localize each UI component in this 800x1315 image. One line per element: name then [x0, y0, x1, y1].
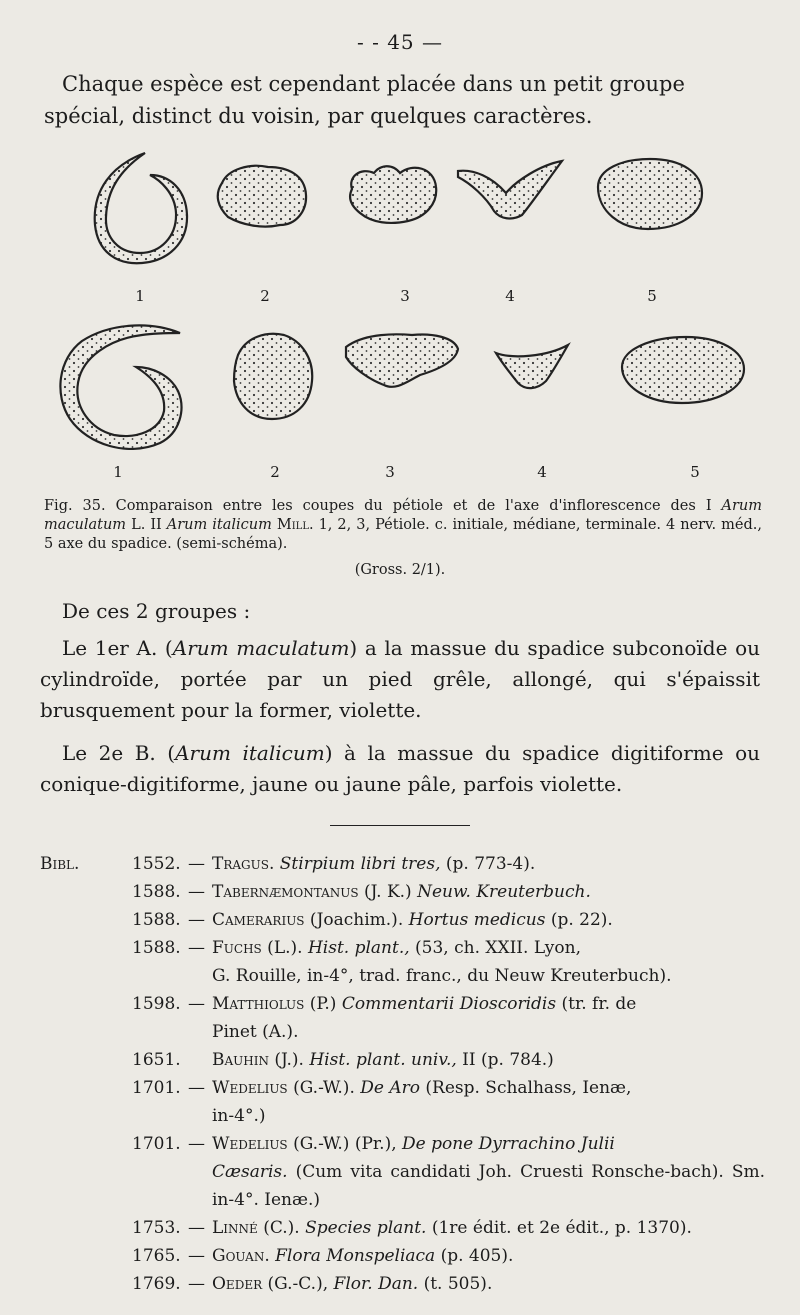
- bibliography-label: [40, 1130, 132, 1214]
- entry-work: Neuw. Kreuterbuch.: [417, 882, 591, 902]
- entry-work: Stirpium libri tres,: [279, 854, 441, 874]
- entry-author: Matthiolus: [212, 994, 305, 1014]
- entry-text: [212, 1074, 765, 1130]
- figure-label-row1-2: 2: [260, 287, 270, 305]
- bibliography-label: Bibl.: [40, 854, 80, 874]
- entry-rest: (53, ch. XXII. Lyon,: [409, 938, 582, 958]
- group-2-text: ) à la massue du spadice digitiforme ou conique-digitiforme, jaune ou jaune pâle, parfois violette.: [40, 741, 761, 796]
- caption-roman2: II: [150, 517, 162, 533]
- entry-dash: —: [188, 1274, 205, 1294]
- figure-label-row1-3: 3: [400, 287, 410, 305]
- figure-label-row2-2: 2: [270, 463, 280, 481]
- entry-dash: —: [188, 910, 205, 930]
- entry-year: 1769.: [132, 1274, 181, 1294]
- bibliography-label: [40, 1046, 132, 1074]
- entry-author: Linné: [212, 1218, 258, 1238]
- section-1-row1: [95, 153, 187, 263]
- group-2-paragraph: [40, 738, 760, 800]
- entry-text: [212, 850, 765, 878]
- entry-work-continued: Cæsaris.: [212, 1162, 288, 1182]
- section-4-row2: [496, 345, 568, 388]
- entry-author-detail: (C.).: [257, 1218, 306, 1238]
- entry-work: Flor. Dan.: [333, 1274, 419, 1294]
- bibliography: [40, 850, 765, 1298]
- group-2-prefix: Le 2e B. (: [62, 741, 176, 765]
- caption-line1: Comparaison entre les coupes du pétiole et de l'axe d'inflorescence des: [115, 498, 696, 514]
- entry-dash: —: [188, 882, 205, 902]
- entry-continuation: [212, 962, 765, 990]
- section-4-row1: [458, 161, 562, 218]
- entry-dash: —: [188, 1246, 205, 1266]
- entry-continuation-text: Pinet (A.).: [212, 1022, 299, 1042]
- entry-author: Fuchs: [212, 938, 262, 958]
- figure-label-row1-4: 4: [505, 287, 515, 305]
- entry-author: Tabernæmontanus: [212, 882, 359, 902]
- entry-dash: —: [188, 1134, 205, 1154]
- entry-author-detail: (G.-W.) (Pr.),: [287, 1134, 403, 1154]
- figure-label-row1-5: 5: [647, 287, 657, 305]
- intro-paragraph: Chaque espèce est cependant placée dans un petit groupe spécial, distinct du voisin, par quelques caractères.: [44, 72, 685, 128]
- entry-rest: (p. 22).: [545, 910, 613, 930]
- entry-work: Flora Monspeliaca: [275, 1246, 436, 1266]
- caption-rest: 1, 2, 3, Pétiole. c. initiale, médiane, terminale. 4 nerv. méd., 5 axe du spadice. (semi-schéma).: [44, 517, 762, 552]
- entry-work: De Aro: [360, 1078, 420, 1098]
- entry-rest: (1re édit. et 2e édit., p. 1370).: [426, 1218, 692, 1238]
- entry-rest: (t. 505).: [418, 1274, 493, 1294]
- bibliography-label: [40, 1270, 132, 1298]
- entry-author-detail: (P.): [304, 994, 342, 1014]
- entry-text: [212, 1214, 765, 1242]
- figure-label-row2-4: 4: [537, 463, 547, 481]
- entry-work: Species plant.: [305, 1218, 427, 1238]
- entry-dash: —: [188, 938, 205, 958]
- entry-year: 1651.: [132, 1050, 181, 1070]
- entry-work: Hist. plant.,: [307, 938, 410, 958]
- entry-text: [212, 990, 765, 1046]
- entry-author: Wedelius: [212, 1134, 288, 1154]
- entry-year: 1765.: [132, 1246, 181, 1266]
- bibliography-label: [40, 934, 132, 990]
- caption-scale: (Gross. 2/1).: [354, 562, 446, 578]
- bibliography-label: [40, 1214, 132, 1242]
- entry-text: [212, 934, 765, 990]
- entry-text: [212, 1270, 765, 1298]
- entry-continuation: [212, 1018, 765, 1046]
- entry-text: [212, 1046, 765, 1074]
- bibliography-entry: [40, 878, 765, 906]
- entry-text: [212, 1242, 765, 1270]
- entry-author-detail: (J.).: [268, 1050, 310, 1070]
- entry-author-detail: (Joachim.).: [304, 910, 409, 930]
- bibliography-label: [40, 878, 132, 906]
- entry-author: Camerarius: [212, 910, 305, 930]
- bibliography-entry: [40, 990, 765, 1046]
- entry-continuation-text: G. Rouille, in-4°, trad. franc., du Neuw Kreuterbuch).: [212, 966, 672, 986]
- entry-author: Gouan.: [212, 1246, 270, 1266]
- entry-year: 1701.: [132, 1078, 181, 1098]
- caption-species2-author: Mill.: [276, 517, 314, 533]
- entry-author: Wedelius: [212, 1078, 288, 1098]
- section-divider: [330, 825, 470, 826]
- entry-author-detail: (J. K.): [358, 882, 418, 902]
- figure-label-row2-1: 1: [113, 463, 123, 481]
- bibliography-entry: [40, 1214, 765, 1242]
- bibliography-entry: [40, 1046, 765, 1074]
- bibliography-entry: [40, 906, 765, 934]
- entry-dash: —: [188, 1078, 205, 1098]
- entry-text: [212, 878, 765, 906]
- bibliography-entry: [40, 850, 765, 878]
- entry-author-detail: (G.-W.).: [287, 1078, 361, 1098]
- entry-author: Oeder: [212, 1274, 263, 1294]
- entry-year: 1552.: [132, 854, 181, 874]
- entry-year: 1753.: [132, 1218, 181, 1238]
- section-5-row2: [622, 337, 744, 403]
- entry-author: Tragus.: [212, 854, 275, 874]
- entry-author-detail: (L.).: [261, 938, 308, 958]
- entry-rest: (Resp. Schalhass, Ienæ,: [419, 1078, 632, 1098]
- group-1-species: Arum maculatum: [172, 636, 350, 660]
- entry-year: 1588.: [132, 938, 181, 958]
- bibliography-entry: [40, 1242, 765, 1270]
- entry-author: Bauhin: [212, 1050, 269, 1070]
- bibliography-entry: [40, 1074, 765, 1130]
- section-2-row1: [218, 166, 306, 227]
- page-number: - - 45 —: [356, 30, 444, 54]
- section-drawings: [0, 145, 800, 490]
- bibliography-entry: [40, 1130, 765, 1214]
- section-3-row1: [350, 166, 436, 223]
- entry-year: 1588.: [132, 910, 181, 930]
- entry-rest: (p. 773-4).: [440, 854, 536, 874]
- bibliography-label: [40, 1242, 132, 1270]
- section-1-row2: [60, 325, 181, 448]
- entry-continuation-text: in-4°.): [212, 1106, 266, 1126]
- entry-rest: II (p. 784.): [456, 1050, 554, 1070]
- group-1-paragraph: [40, 633, 760, 726]
- figure-35: [0, 145, 800, 490]
- figure-label-row1-1: 1: [135, 287, 145, 305]
- caption-label: Fig. 35.: [44, 498, 106, 514]
- caption-roman1: I: [705, 498, 712, 514]
- entry-author-detail: (G.-C.),: [262, 1274, 334, 1294]
- entry-rest: (p. 405).: [435, 1246, 514, 1266]
- entry-year: 1598.: [132, 994, 181, 1014]
- section-2-row2: [234, 334, 312, 419]
- entry-dash: [188, 1046, 212, 1074]
- entry-dash: —: [188, 1218, 205, 1238]
- group-1-text: ) a la massue du spadice subconoïde ou cylindroïde, portée par un pied grêle, allongé, qui s'épaissit brusquement pour la former, violette.: [40, 636, 760, 722]
- bibliography-label: [40, 1074, 132, 1130]
- entry-text: [212, 906, 765, 934]
- bibliography-entry: [40, 1270, 765, 1298]
- caption-species2: Arum italicum: [166, 517, 272, 533]
- figure-label-row2-3: 3: [385, 463, 395, 481]
- entry-work: Hist. plant. univ.,: [309, 1050, 457, 1070]
- bibliography-entry: [40, 934, 765, 990]
- entry-year: 1588.: [132, 882, 181, 902]
- bibliography-label: [40, 906, 132, 934]
- entry-rest: (tr. fr. de: [556, 994, 637, 1014]
- caption-species1: Arum maculatum: [44, 498, 763, 533]
- entry-work: Hortus medicus: [408, 910, 546, 930]
- entry-year: 1701.: [132, 1134, 181, 1154]
- entry-continuation-text: (Cum vita candidati Joh. Cruesti Ronsche-bach). Sm. in-4°. Ienæ.): [212, 1162, 765, 1210]
- entry-work: Commentarii Dioscoridis: [341, 994, 557, 1014]
- figure-caption: [44, 497, 762, 554]
- figure-label-row2-5: 5: [690, 463, 700, 481]
- entry-dash: —: [188, 854, 205, 874]
- section-5-row1: [598, 159, 702, 229]
- group-2-species: Arum italicum: [175, 741, 325, 765]
- entry-continuation: [212, 1102, 765, 1130]
- caption-species1-author: L.: [131, 517, 146, 533]
- group-1-prefix: Le 1er A. (: [62, 636, 173, 660]
- groups-intro: De ces 2 groupes :: [62, 599, 251, 623]
- entry-work: De pone Dyrrachino Julii: [402, 1134, 615, 1154]
- bibliography-label: [40, 990, 132, 1046]
- section-3-row2: [346, 334, 458, 387]
- entry-continuation: [212, 1158, 765, 1214]
- entry-text: [212, 1130, 765, 1214]
- entry-dash: —: [188, 994, 205, 1014]
